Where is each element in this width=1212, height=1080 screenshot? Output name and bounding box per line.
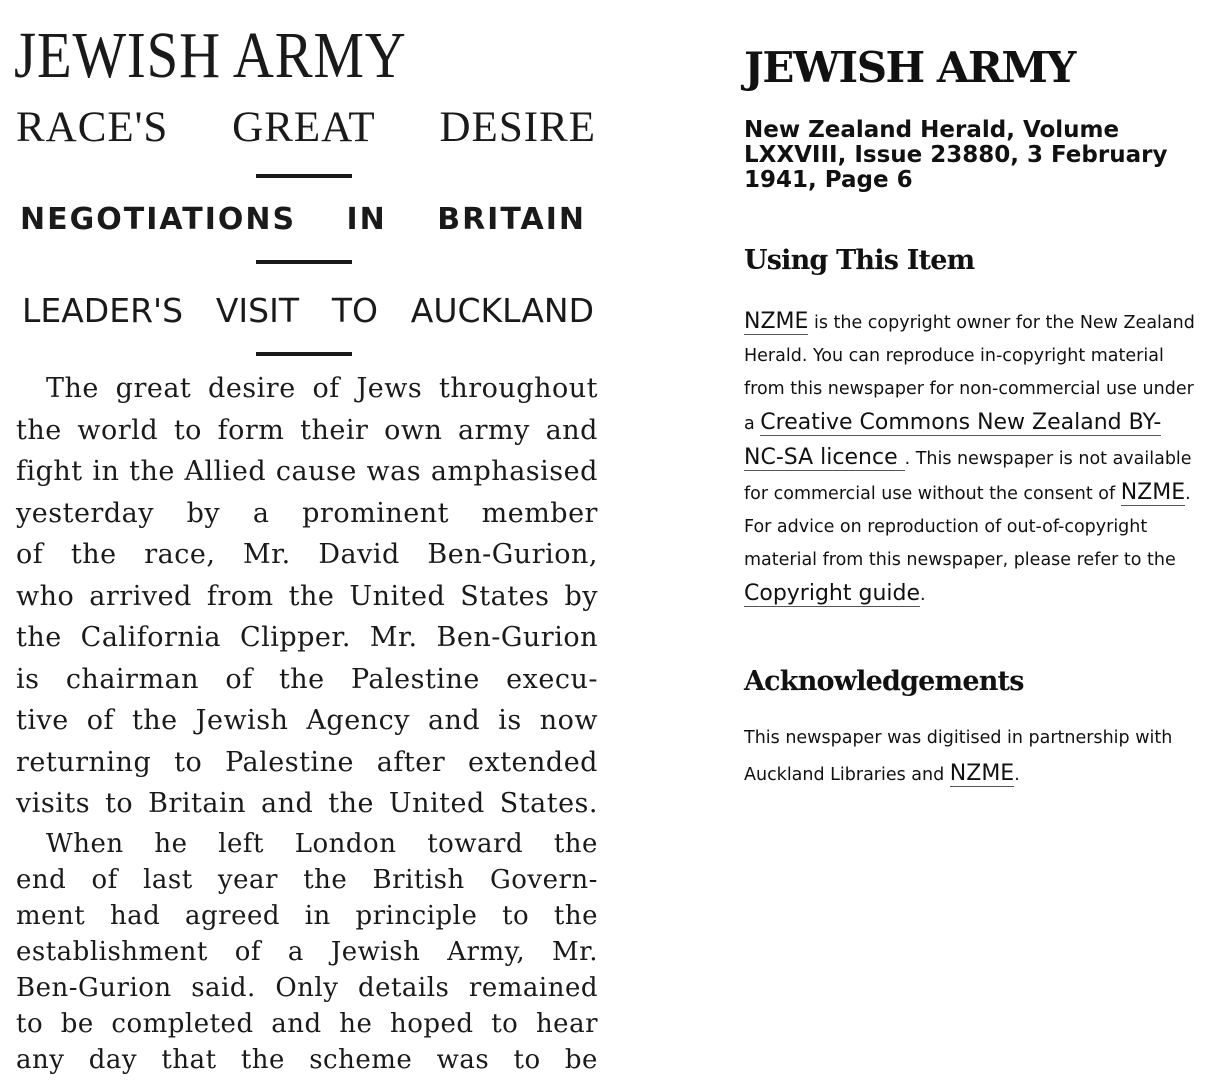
clipping-word: Mr. bbox=[552, 937, 598, 967]
clipping-word: United bbox=[349, 580, 446, 612]
clipping-word: and bbox=[545, 414, 598, 446]
clipping-word: the bbox=[16, 414, 62, 446]
clipping-text-line bbox=[16, 576, 598, 618]
clipping-word: the bbox=[131, 705, 178, 736]
clipping-text-line bbox=[16, 783, 598, 825]
clipping-word: GREAT bbox=[232, 104, 376, 151]
clipping-word: the bbox=[553, 901, 598, 931]
clipping-text-line bbox=[16, 451, 598, 493]
clipping-text-line bbox=[16, 368, 598, 410]
clipping-word: Palestine bbox=[350, 663, 480, 695]
clipping-word: Govern- bbox=[489, 865, 598, 895]
clipping-word: Jewish bbox=[195, 705, 289, 736]
ack-text-1: This newspaper was digitised in partnership with Auckland Libraries and bbox=[744, 728, 1173, 785]
clipping-word: after bbox=[376, 746, 446, 778]
clipping-text-line bbox=[16, 1006, 598, 1042]
clipping-word: Army, bbox=[447, 937, 526, 967]
clipping-word: prominent bbox=[302, 497, 449, 529]
clipping-word: execu- bbox=[506, 663, 598, 695]
clipping-word: Only bbox=[275, 973, 339, 1003]
clipping-word: a bbox=[252, 497, 270, 529]
item-title: JEWISH ARMY bbox=[744, 43, 1075, 92]
clipping-word: BRITAIN bbox=[437, 202, 586, 237]
clipping-word: establishment bbox=[16, 937, 208, 967]
clipping-word: Mr. bbox=[369, 622, 418, 653]
clipping-word: to bbox=[174, 746, 203, 778]
clipping-word: to bbox=[491, 1009, 519, 1039]
clipping-word: year bbox=[217, 865, 278, 895]
clipping-word: remained bbox=[468, 973, 598, 1003]
clipping-word: chairman bbox=[65, 663, 200, 695]
clipping-word: ment bbox=[16, 901, 86, 931]
clipping-word: was bbox=[436, 1045, 490, 1075]
clipping-word: who bbox=[16, 580, 75, 612]
clipping-subheading-2 bbox=[20, 200, 586, 240]
clipping-headline: JEWISH ARMY bbox=[14, 19, 407, 92]
clipping-word: extended bbox=[467, 746, 598, 778]
clipping-word: and bbox=[260, 788, 314, 819]
clipping-word: any bbox=[16, 1045, 65, 1075]
clipping-word: is bbox=[16, 663, 40, 695]
clipping-word: principle bbox=[355, 901, 478, 931]
clipping-word: great bbox=[115, 373, 192, 404]
clipping-word: to bbox=[173, 414, 202, 446]
item-citation: New Zealand Herald, Volume LXXVIII, Issue 23880, 3 February 1941, Page 6 bbox=[744, 117, 1168, 193]
clipping-paragraph-2 bbox=[16, 826, 598, 1078]
using-text-3: . For advice on reproduction of out-of-copyright material from this newspaper, please refer to the bbox=[744, 484, 1191, 570]
clipping-word: California bbox=[80, 622, 221, 653]
clipping-subheading-1 bbox=[16, 100, 596, 156]
clipping-word: in bbox=[92, 456, 120, 487]
clipping-word: member bbox=[481, 497, 598, 529]
ack-text-2: . bbox=[1014, 765, 1020, 785]
clipping-word: the bbox=[240, 1045, 285, 1075]
using-this-item-text bbox=[744, 305, 1200, 612]
clipping-word: now bbox=[539, 705, 598, 736]
clipping-text-line bbox=[16, 1042, 598, 1078]
clipping-text-line bbox=[16, 934, 598, 970]
clipping-word: visits bbox=[16, 788, 91, 819]
clipping-word: he bbox=[339, 1009, 373, 1039]
clipping-word: Ben-Gurion bbox=[16, 973, 172, 1003]
clipping-word: that bbox=[161, 1045, 217, 1075]
clipping-word: Allied bbox=[184, 456, 267, 487]
clipping-paragraph-1 bbox=[16, 368, 598, 825]
clipping-word: United bbox=[388, 788, 485, 819]
clipping-word: Ben-Gurion, bbox=[427, 539, 598, 570]
clipping-word: States. bbox=[499, 788, 598, 819]
clipping-word: of bbox=[86, 705, 114, 736]
clipping-word: from bbox=[206, 580, 274, 612]
clipping-word: IN bbox=[346, 202, 387, 237]
clipping-word: form bbox=[217, 414, 285, 446]
clipping-word: the bbox=[16, 622, 62, 653]
clipping-word: day bbox=[88, 1045, 138, 1075]
clipping-word: own bbox=[384, 414, 443, 446]
using-this-item-heading: Using This Item bbox=[744, 245, 975, 276]
nzme-link[interactable]: NZME bbox=[949, 761, 1015, 786]
clipping-word: of bbox=[312, 373, 340, 404]
clipping-word: the bbox=[129, 456, 175, 487]
clipping-word: the bbox=[278, 663, 325, 695]
clipping-word: last bbox=[143, 865, 193, 895]
clipping-word: London bbox=[294, 829, 397, 859]
clipping-word: tive bbox=[16, 705, 69, 736]
clipping-word: their bbox=[300, 414, 369, 446]
clipping-text-line bbox=[16, 970, 598, 1006]
clipping-word: by bbox=[186, 497, 221, 529]
clipping-word: Britain bbox=[148, 788, 246, 819]
clipping-divider bbox=[256, 352, 352, 356]
clipping-word: The bbox=[46, 373, 99, 404]
clipping-word: and bbox=[427, 705, 481, 736]
clipping-word: to bbox=[513, 1045, 541, 1075]
clipping-word: end bbox=[16, 865, 67, 895]
clipping-word: the bbox=[288, 580, 335, 612]
clipping-word: is bbox=[498, 705, 522, 736]
clipping-word: Agency bbox=[306, 705, 410, 736]
acknowledgements-heading: Acknowledgements bbox=[744, 666, 1024, 697]
clipping-word: he bbox=[154, 829, 188, 859]
clipping-word: of bbox=[234, 937, 261, 967]
clipping-word: the bbox=[303, 865, 348, 895]
clipping-word: toward bbox=[427, 829, 524, 859]
clipping-text-line bbox=[16, 617, 598, 659]
copyright-guide-link[interactable]: Copyright guide bbox=[744, 581, 921, 606]
clipping-word: hoped bbox=[390, 1009, 474, 1039]
clipping-word: throughout bbox=[439, 373, 598, 404]
clipping-word: Ben-Gurion bbox=[436, 622, 598, 653]
clipping-text-line bbox=[16, 862, 598, 898]
clipping-word: to bbox=[502, 901, 530, 931]
clipping-word: LEADER'S bbox=[22, 291, 184, 330]
clipping-text-line bbox=[16, 826, 598, 862]
clipping-word: Jewish bbox=[330, 937, 421, 967]
using-text-1: is the copyright owner for the New Zealand Herald. You can reproduce in-copyright material from this newspaper for non-commercial use under a bbox=[744, 313, 1195, 434]
clipping-word: to bbox=[16, 1009, 44, 1039]
clipping-word: hear bbox=[535, 1009, 598, 1039]
clipping-subheading-3 bbox=[22, 288, 594, 334]
clipping-word: Jews bbox=[356, 373, 423, 404]
clipping-word: VISIT bbox=[215, 291, 299, 330]
clipping-word: returning bbox=[16, 746, 152, 778]
clipping-word: army bbox=[458, 414, 530, 446]
clipping-divider bbox=[256, 260, 352, 264]
clipping-word: world bbox=[77, 414, 159, 446]
clipping-text-line bbox=[16, 534, 598, 576]
clipping-word: details bbox=[357, 973, 450, 1003]
clipping-word: yesterday bbox=[16, 497, 154, 529]
clipping-word: completed bbox=[111, 1009, 254, 1039]
clipping-word: the bbox=[328, 788, 374, 819]
creative-commons-licence-link[interactable]: Creative Commons New Zealand BY-NC-SA licence bbox=[744, 410, 1162, 470]
clipping-word: Mr. bbox=[243, 539, 291, 570]
clipping-word: arrived bbox=[89, 580, 192, 612]
clipping-word: British bbox=[372, 865, 465, 895]
clipping-word: amphasised bbox=[430, 456, 598, 487]
clipping-word: and bbox=[271, 1009, 322, 1039]
clipping-word: Clipper. bbox=[239, 622, 351, 653]
clipping-word: desire bbox=[208, 373, 296, 404]
clipping-word: was bbox=[366, 456, 422, 487]
clipping-word: said. bbox=[191, 973, 256, 1003]
clipping-word: fight bbox=[16, 456, 83, 487]
clipping-word: by bbox=[564, 580, 598, 612]
clipping-word: RACE'S bbox=[16, 104, 169, 151]
clipping-word: of bbox=[16, 539, 44, 570]
clipping-divider bbox=[256, 174, 352, 178]
clipping-word: the bbox=[553, 829, 598, 859]
clipping-word: Palestine bbox=[225, 746, 354, 778]
clipping-word: be bbox=[564, 1045, 598, 1075]
clipping-word: left bbox=[218, 829, 264, 859]
clipping-text-line bbox=[16, 659, 598, 701]
clipping-text-line bbox=[16, 898, 598, 934]
clipping-word: in bbox=[304, 901, 331, 931]
acknowledgements-text bbox=[744, 721, 1200, 793]
clipping-word: cause bbox=[275, 456, 357, 487]
clipping-word: race, bbox=[144, 539, 216, 570]
nzme-link[interactable]: NZME bbox=[1120, 480, 1186, 505]
clipping-text-line bbox=[16, 700, 598, 742]
clipping-word: States bbox=[460, 580, 550, 612]
clipping-word: had bbox=[109, 901, 161, 931]
clipping-word: AUCKLAND bbox=[410, 291, 594, 330]
clipping-text-line bbox=[16, 410, 598, 452]
clipping-word: the bbox=[70, 539, 117, 570]
clipping-word: NEGOTIATIONS bbox=[20, 202, 297, 237]
clipping-word: of bbox=[225, 663, 253, 695]
using-text-4: . bbox=[920, 585, 926, 605]
clipping-text-line bbox=[16, 742, 598, 784]
using-text-2: . This newspaper is not available for commercial use without the consent of bbox=[744, 449, 1192, 504]
clipping-word: David bbox=[318, 539, 400, 570]
clipping-word: agreed bbox=[185, 901, 281, 931]
nzme-link[interactable]: NZME bbox=[744, 309, 809, 334]
clipping-word: scheme bbox=[309, 1045, 413, 1075]
clipping-word: to bbox=[105, 788, 134, 819]
item-info-panel bbox=[744, 0, 1200, 1080]
clipping-word: of bbox=[91, 865, 118, 895]
clipping-word: TO bbox=[331, 291, 378, 330]
clipping-word: a bbox=[287, 937, 304, 967]
clipping-word: When bbox=[46, 829, 124, 859]
clipping-text-line bbox=[16, 493, 598, 535]
clipping-word: be bbox=[60, 1009, 94, 1039]
clipping-word: DESIRE bbox=[439, 104, 596, 151]
